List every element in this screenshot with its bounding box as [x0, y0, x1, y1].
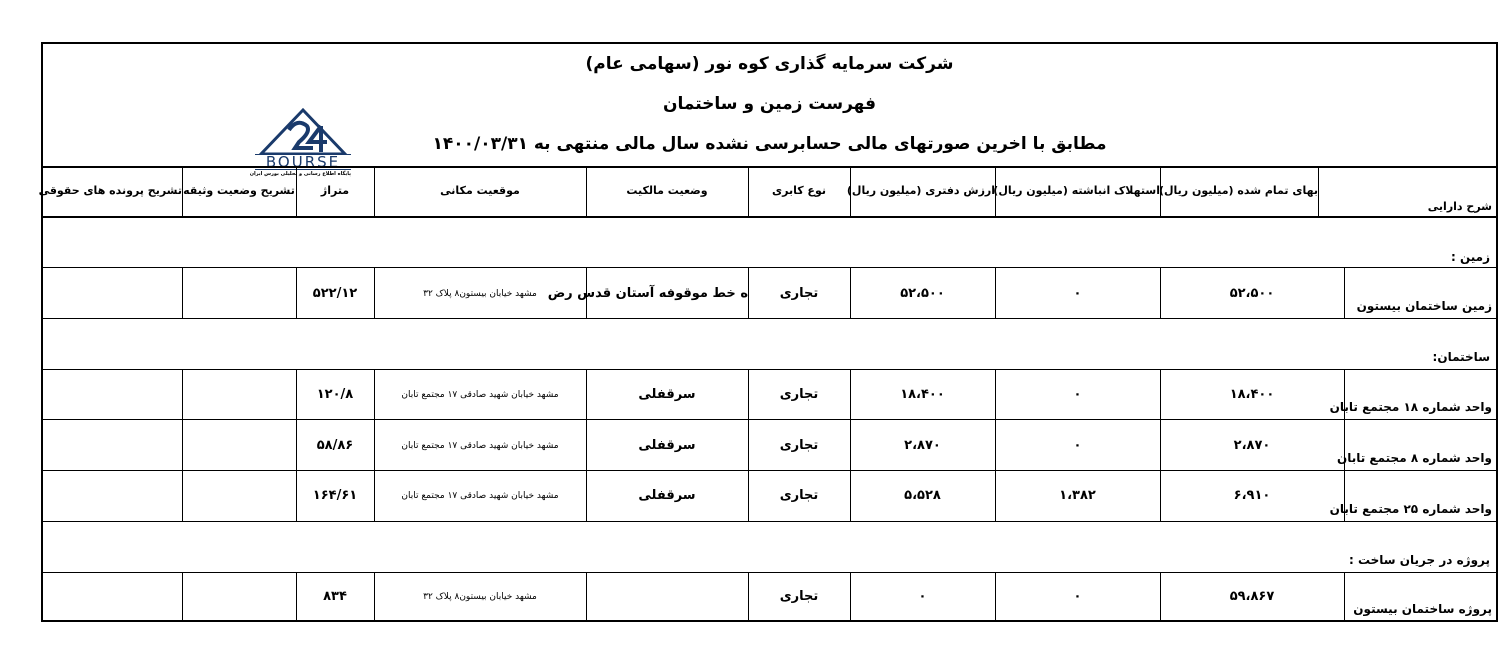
- row-rule: [43, 369, 1496, 370]
- location-cell: مشهد خیابان بیستون۸ پلاک ۳۲: [423, 592, 537, 602]
- bourse-logo-icon: [255, 108, 351, 158]
- section-project: پروژه در جریان ساخت :: [1348, 553, 1490, 567]
- area-cell: ۱۲۰/۸: [316, 387, 354, 402]
- location-cell: مشهد خیابان بیستون۸ پلاک ۳۲: [423, 289, 537, 299]
- area-cell: ۵۲۲/۱۲: [312, 286, 358, 301]
- header-top-rule: [43, 166, 1496, 168]
- book-value-cell: ۰: [918, 589, 927, 604]
- row-rule: [43, 318, 1496, 319]
- asset-description: پروژه ساختمان بیستون: [1353, 602, 1492, 616]
- col-header-ownership: وضعیت مالکیت: [626, 184, 708, 197]
- col-divider: [1344, 369, 1345, 521]
- usage-cell: تجاری: [779, 589, 819, 604]
- book-value-cell: ۱۸،۴۰۰: [900, 387, 945, 402]
- col-header-depreciation: استهلاک انباشته (میلیون ریال): [993, 184, 1160, 197]
- location-cell: مشهد خیابان شهید صادقی ۱۷ مجتمع تابان: [401, 441, 559, 451]
- usage-cell: تجاری: [779, 438, 819, 453]
- col-header-collateral: تشریح وضعیت وثیقه: [183, 184, 295, 197]
- asset-list-sheet: [38, 42, 1498, 622]
- depreciation-cell: ۰: [1073, 387, 1082, 402]
- asset-description: زمین ساختمان بیستون: [1356, 299, 1492, 313]
- report-basis: مطابق با اخرین صورتهای مالی حسابرسی نشده سال مالی منتهی به ۱۴۰۰/۰۳/۳۱: [432, 134, 1107, 154]
- depreciation-cell: ۰: [1073, 438, 1082, 453]
- usage-cell: تجاری: [779, 387, 819, 402]
- area-cell: ۸۳۴: [323, 589, 347, 604]
- row-rule: [43, 521, 1496, 522]
- ownership-cell: سرقفلی: [638, 488, 696, 503]
- section-land: زمین :: [1450, 250, 1490, 264]
- col-divider: [586, 572, 587, 622]
- row-rule: [43, 470, 1496, 471]
- col-divider: [1344, 267, 1345, 318]
- col-header-legal: تشریح پرونده های حقوقی: [38, 184, 182, 197]
- bourse-logo-text: BOURSE: [255, 154, 351, 170]
- cost-cell: ۵۹،۸۶۷: [1229, 589, 1275, 604]
- cost-cell: ۵۲،۵۰۰: [1229, 286, 1275, 301]
- col-header-area: متراژ: [320, 184, 350, 197]
- row-rule: [43, 267, 1496, 268]
- depreciation-cell: ۱،۳۸۲: [1059, 488, 1096, 503]
- col-header-book-value: ارزش دفتری (میلیون ریال): [846, 184, 995, 197]
- ownership-cell: سرقفلی: [638, 438, 696, 453]
- cost-cell: ۲،۸۷۰: [1233, 438, 1271, 453]
- area-cell: ۱۶۴/۶۱: [312, 488, 358, 503]
- col-header-usage: نوع کابری: [772, 184, 826, 197]
- location-cell: مشهد خیابان شهید صادقی ۱۷ مجتمع تابان: [401, 390, 559, 400]
- cost-cell: ۱۸،۴۰۰: [1229, 387, 1275, 402]
- depreciation-cell: ۰: [1073, 589, 1082, 604]
- ownership-cell: ه خط موقوفه آستان قدس رض: [547, 286, 748, 301]
- usage-cell: تجاری: [779, 286, 819, 301]
- row-rule: [43, 572, 1496, 573]
- area-cell: ۵۸/۸۶: [316, 438, 354, 453]
- book-value-cell: ۵،۵۲۸: [904, 488, 941, 503]
- bourse-logo-subtext: پایگاه اطلاع رسانی و تحلیلی بورس ایران: [249, 171, 351, 177]
- col-divider: [182, 267, 183, 318]
- asset-description: واحد شماره ۱۸ مجتمع تابان: [1329, 400, 1492, 414]
- col-header-cost: بهای تمام شده (میلیون ریال): [1158, 184, 1318, 197]
- col-divider: [1344, 572, 1345, 622]
- col-divider: [182, 572, 183, 622]
- location-cell: مشهد خیابان شهید صادقی ۱۷ مجتمع تابان: [401, 491, 559, 501]
- col-header-location: موقعیت مکانی: [440, 184, 520, 197]
- book-value-cell: ۲،۸۷۰: [904, 438, 941, 453]
- depreciation-cell: ۰: [1073, 286, 1082, 301]
- ownership-cell: سرقفلی: [638, 387, 696, 402]
- usage-cell: تجاری: [779, 488, 819, 503]
- section-building: ساختمان:: [1432, 350, 1490, 364]
- book-value-cell: ۵۲،۵۰۰: [900, 286, 945, 301]
- col-header-description: شرح دارایی: [1427, 200, 1492, 213]
- row-rule: [43, 419, 1496, 420]
- asset-description: واحد شماره ۸ مجتمع تابان: [1336, 451, 1492, 465]
- header-bottom-rule: [43, 216, 1496, 218]
- cost-cell: ۶،۹۱۰: [1233, 488, 1271, 503]
- report-subtitle: فهرست زمین و ساختمان: [662, 94, 877, 114]
- asset-description: واحد شماره ۲۵ مجتمع تابان: [1329, 502, 1492, 516]
- col-divider: [182, 369, 183, 521]
- company-title: شرکت سرمایه گذاری کوه نور (سهامی عام): [585, 54, 954, 74]
